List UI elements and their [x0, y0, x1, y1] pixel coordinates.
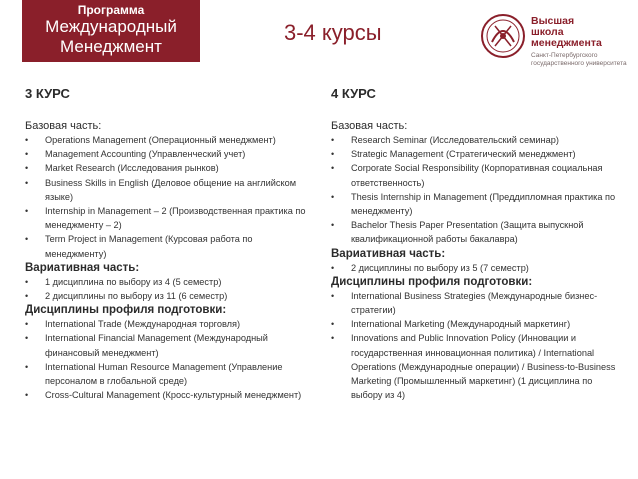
course-4-column [331, 87, 623, 402]
list-item: • International Marketing (Международный маркетинг) [331, 317, 623, 331]
logo-line2: школа менеджмента [531, 26, 602, 49]
header [0, 0, 638, 77]
list-item: • 1 дисциплина по выбору из 4 (5 семестр) [25, 275, 310, 289]
list-item: • Research Seminar (Исследовательский семинар) [331, 133, 623, 147]
program-label: Программа [77, 3, 145, 17]
course-4-base-list [331, 133, 623, 247]
list-item: • Management Accounting (Управленческий учет) [25, 147, 310, 161]
course-4-var-title: Вариативная часть: [331, 247, 446, 260]
logo-sub2: государственного университета [531, 60, 627, 67]
list-item: • International Trade (Международная торговля) [25, 317, 310, 331]
course-4-profile-list [331, 289, 623, 403]
course-4-heading: 4 КУРС [331, 86, 376, 101]
course-4-base-title: Базовая часть: [331, 120, 408, 132]
logo-subtitle [531, 52, 631, 68]
list-item: • International Financial Management (Международный финансовый менеджмент) [25, 331, 310, 359]
course-4-profile-title: Дисциплины профиля подготовки: [331, 275, 533, 288]
courses-title: 3-4 курсы [284, 20, 382, 45]
course-4-var-list [331, 261, 623, 275]
logo-text [531, 16, 631, 68]
list-item: • Thesis Internship in Management (Преддипломная практика по менеджменту) [331, 190, 623, 218]
list-item: • Corporate Social Responsibility (Корпоративная социальная ответственность) [331, 161, 623, 189]
course-3-heading: 3 КУРС [25, 86, 70, 101]
course-3-column [25, 87, 310, 402]
course-3-base-title: Базовая часть: [25, 120, 102, 132]
logo-line1: Высшая [531, 15, 575, 27]
course-3-profile-title: Дисциплины профиля подготовки: [25, 304, 227, 317]
list-item: • 2 дисциплины по выбору из 11 (6 семестр) [25, 289, 310, 303]
list-item: • Business Skills in English (Деловое общение на английском языке) [25, 176, 310, 204]
course-3-var-title: Вариативная часть: [25, 261, 140, 274]
list-item: • Term Project in Management (Курсовая работа по менеджменту) [25, 232, 310, 260]
list-item: • Innovations and Public Innovation Policy (Инновации и государственная инновационная политика) / International Operations (Международные операции) / Business-to-Business Marketing (Промышленный маркетинг) (1 дисциплина по выбору из 4) [331, 331, 623, 402]
list-item: • International Business Strategies (Международные бизнес-стратегии) [331, 289, 623, 317]
list-item: • Strategic Management (Стратегический менеджмент) [331, 147, 623, 161]
course-3-var-list [25, 275, 310, 303]
program-title-line1: Международный [45, 17, 177, 36]
logo-sub1: Санкт-Петербургского [531, 52, 598, 59]
list-item: • Bachelor Thesis Paper Presentation (Защита выпускной квалификационной работы бакалавра) [331, 218, 623, 246]
program-box [22, 0, 200, 62]
list-item: • Operations Management (Операционный менеджмент) [25, 133, 310, 147]
gsom-emblem-icon [480, 12, 526, 60]
course-3-profile-list [25, 317, 310, 402]
list-item: • International Human Resource Management (Управление персоналом в глобальной среде) [25, 360, 310, 388]
list-item: • Cross-Cultural Management (Кросс-культурный менеджмент) [25, 388, 310, 402]
course-3-base-list [25, 133, 310, 261]
list-item: • 2 дисциплины по выбору из 5 (7 семестр) [331, 261, 623, 275]
list-item: • Market Research (Исследования рынков) [25, 161, 310, 175]
list-item: • Internship in Management – 2 (Производственная практика по менеджменту – 2) [25, 204, 310, 232]
program-title-line2: Менеджмент [60, 37, 162, 56]
